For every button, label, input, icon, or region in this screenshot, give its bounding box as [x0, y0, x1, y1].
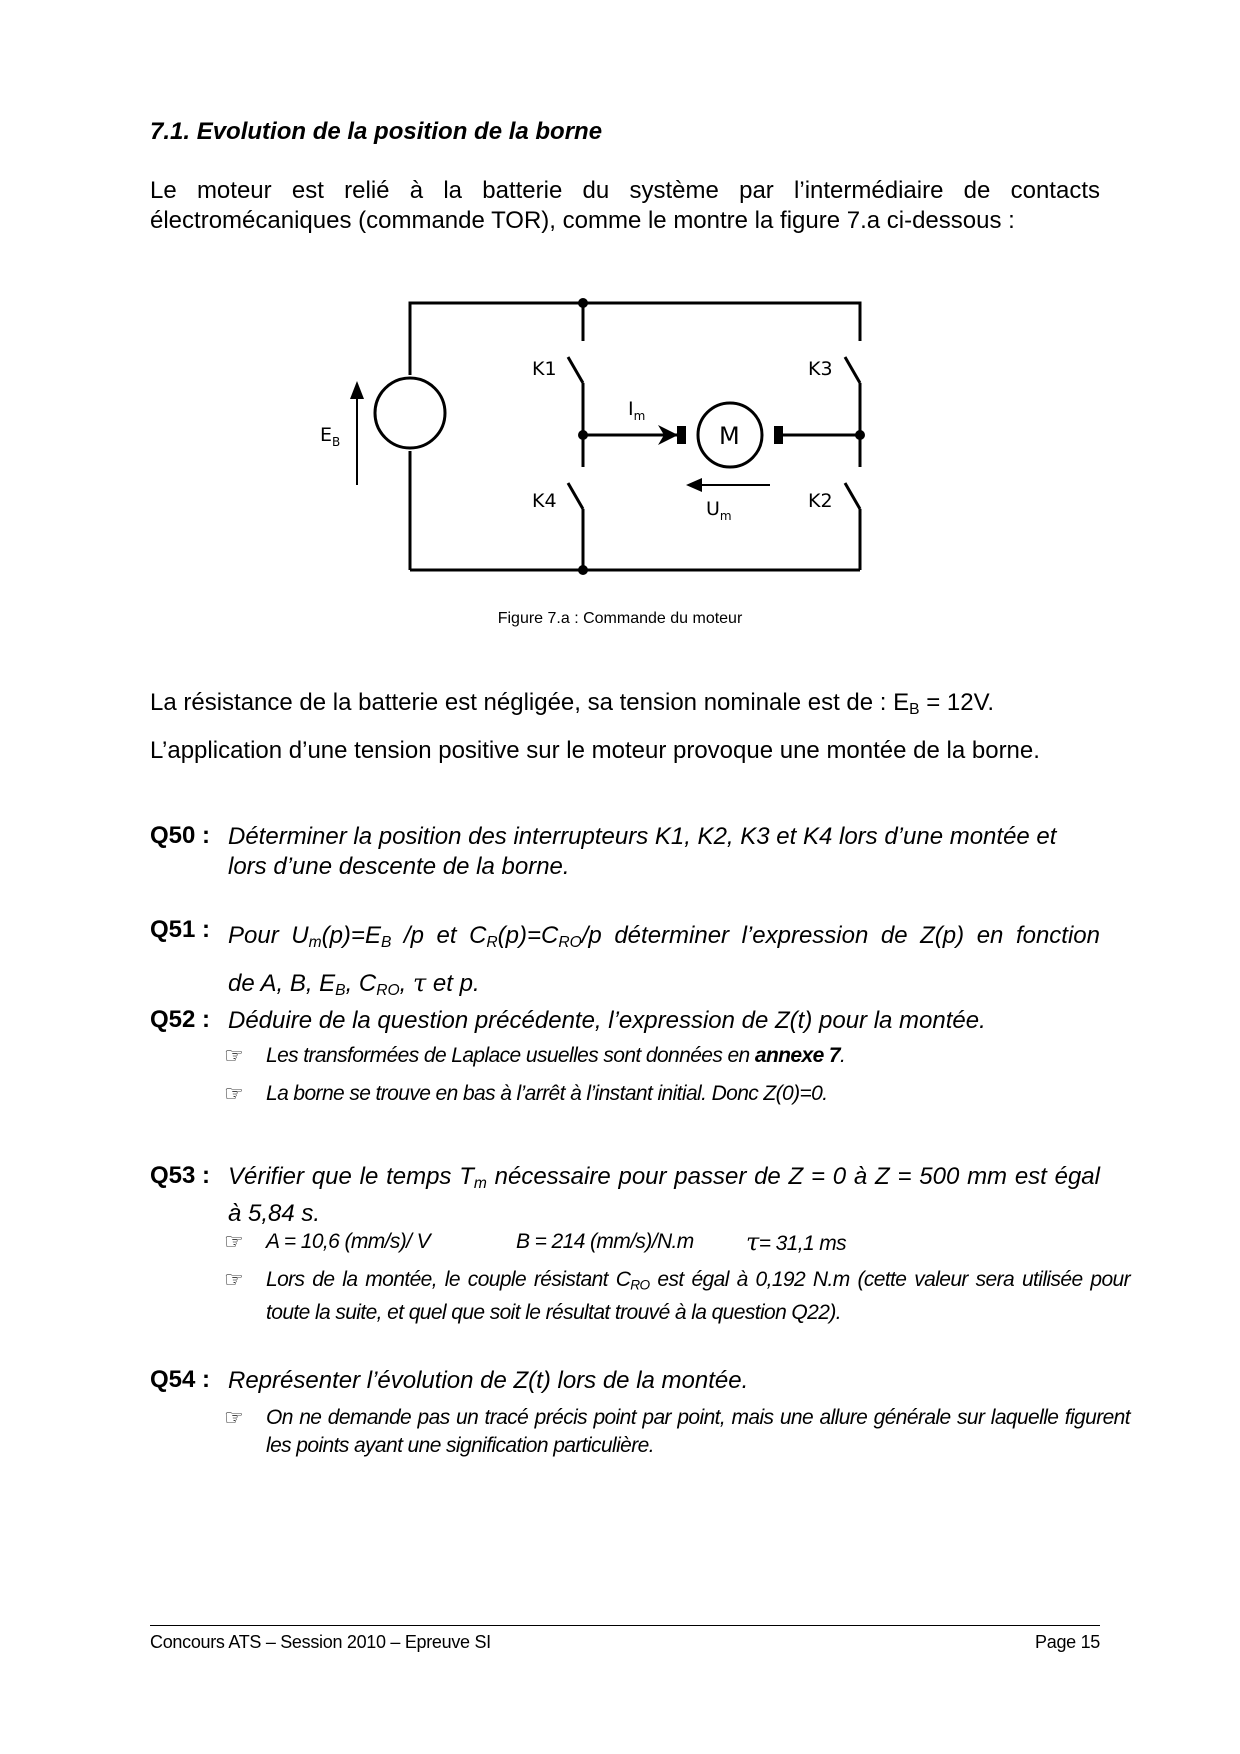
figure-caption: Figure 7.a : Commande du moteur — [497, 610, 743, 627]
label-k4: K4 — [532, 490, 557, 512]
junction-left-mid — [578, 430, 588, 440]
switch-k1 — [568, 357, 583, 383]
q52-label: Q52 : — [150, 1006, 211, 1033]
q50-label: Q50 : — [150, 822, 211, 849]
footer-left: Concours ATS – Session 2010 – Epreuve SI — [150, 1632, 491, 1652]
label-eb: $E_B$ — [320, 424, 341, 449]
battery-text: La résistance de la batterie est négligée, sa tension nominale est de : E — [150, 689, 910, 716]
motor-brush-left — [677, 426, 686, 444]
junction-top — [578, 298, 588, 308]
q53-label: Q53 : — [150, 1162, 211, 1189]
label-k1: K1 — [532, 358, 557, 380]
switch-k4 — [568, 483, 583, 509]
pointing-hand-icon: ☞ — [224, 1043, 244, 1068]
footer-rule — [150, 1625, 1100, 1626]
q53-text: Vérifier que le temps $T_m$ nécessaire pour passer de Z = 0 à Z = 500 mm est égal à 5,84 s. — [228, 1163, 1100, 1227]
battery-value: = 12V. — [919, 689, 995, 716]
wire-top — [410, 303, 860, 307]
junction-right-mid — [855, 430, 865, 440]
eb-arrow-head — [350, 381, 364, 399]
battery-source — [375, 378, 445, 448]
label-motor: M — [719, 422, 740, 450]
section-title: 7.1. Evolution de la position de la borne — [150, 118, 603, 145]
pointing-hand-icon: ☞ — [224, 1267, 244, 1292]
um-arrow-head — [686, 478, 702, 492]
q53-hint-2: ☞ Lors de la montée, le couple résistant $C_{RO}$ est égal à 0,192 N.m (cette valeur sera utilisée pour toute la suite, et quel que soit le résultat trouvé à la question Q22). — [224, 1267, 1130, 1325]
q51-text: Pour $U_m(p)=E_B$ /p et $C_R(p)=C_{RO}/p$ déterminer l’expression de Z(p) en fonction de A, B, $E_B$, $C_{RO}$, τ et p. — [228, 922, 1100, 999]
positive-voltage-paragraph: L’application d’une tension positive sur le moteur provoque une montée de la borne. — [150, 737, 1040, 764]
switch-k2 — [845, 483, 860, 509]
motor-brush-right — [774, 426, 783, 444]
q52-hint-1: ☞ Les transformées de Laplace usuelles sont données en annexe 7. — [224, 1043, 846, 1068]
intro-paragraph — [150, 176, 1100, 236]
label-im: $I_m$ — [628, 398, 646, 423]
tau-symbol: τ — [412, 968, 427, 997]
q54-text: Représenter l’évolution de Z(t) lors de la montée. — [228, 1367, 749, 1394]
footer-page-number: Page 15 — [1035, 1632, 1100, 1652]
q52-text: Déduire de la question précédente, l’expression de Z(t) pour la montée. — [228, 1007, 986, 1034]
intro-line-2: électromécaniques (commande TOR), comme le montre la figure 7.a ci-dessous : — [150, 207, 1015, 234]
switch-k3 — [845, 357, 860, 383]
pointing-hand-icon: ☞ — [224, 1081, 244, 1106]
label-k3: K3 — [808, 358, 833, 380]
label-k2: K2 — [808, 490, 833, 512]
q50-text: Déterminer la position des interrupteurs K1, K2, K3 et K4 lors d’une montée et lors d’une descente de la borne. — [228, 823, 1057, 880]
junction-bottom — [578, 565, 588, 575]
pointing-hand-icon: ☞ — [224, 1229, 244, 1254]
q54-label: Q54 : — [150, 1366, 211, 1393]
q53-hint-1: ☞ A = 10,6 (mm/s)/ V B = 214 (mm/s)/N.m τ= 31,1 ms — [224, 1228, 847, 1256]
q54-hint: ☞ On ne demande pas un tracé précis point par point, mais une allure générale sur laquelle figurent les points ayant une signification particulière. — [224, 1405, 1130, 1457]
battery-paragraph — [150, 688, 1100, 725]
q52-hint-2: ☞ La borne se trouve en bas à l’arrêt à l’instant initial. Donc Z(0)=0. — [224, 1081, 828, 1106]
q51-label: Q51 : — [150, 916, 211, 943]
battery-sub: B — [909, 700, 920, 718]
pointing-hand-icon: ☞ — [224, 1405, 244, 1430]
motor-control-circuit — [320, 285, 900, 595]
intro-line-1: Le moteur est relié à la batterie du système par l’intermédiaire de contacts — [150, 177, 1100, 204]
label-um: $U_m$ — [706, 498, 732, 523]
